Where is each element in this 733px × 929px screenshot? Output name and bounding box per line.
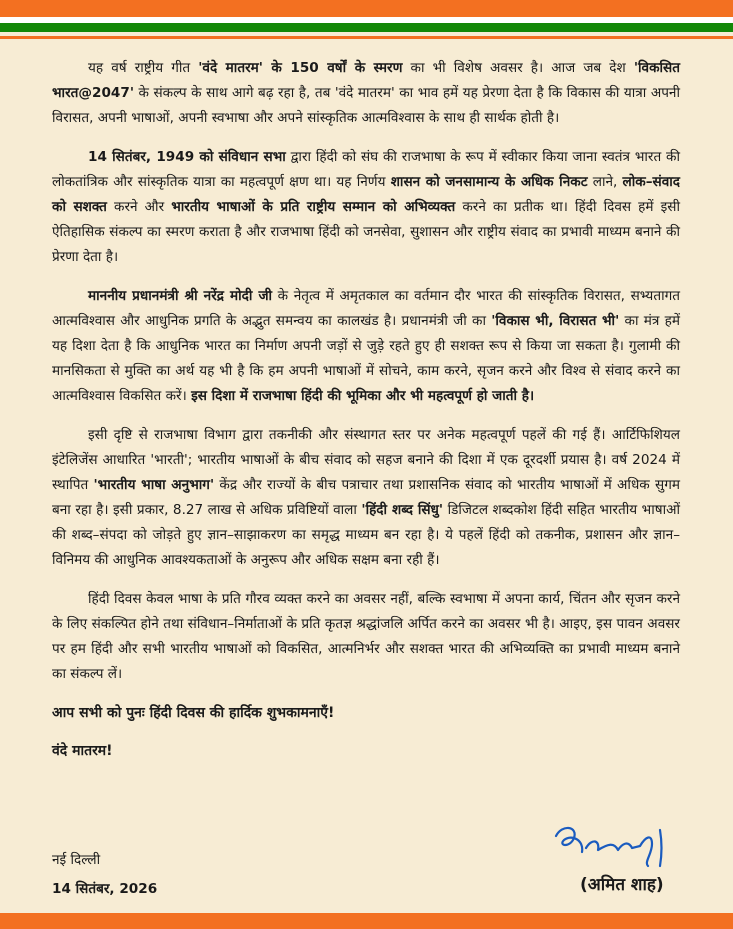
paragraph-2	[52, 145, 680, 270]
paragraph-4	[52, 423, 680, 573]
text-segment: डिजिटल शब्दकोश हिंदी सहित भारतीय भाषाओं की शब्द–संपदा को जोड़ते हुए ज्ञान–साझाकरण का समृद्ध माध्यम बन रहा है। ये पहलें हिंदी को तकनीक, प्रशासन और ज्ञान–विनिमय की आधुनिक आवश्यकताओं के अनुरूप और अधिक सक्षम बना रही हैं।	[52, 502, 680, 568]
bold-text-segment: 'विकास भी, विरासत भी'	[491, 313, 620, 329]
bold-text-segment: भारतीय भाषाओं के प्रति राष्ट्रीय सम्मान को अभिव्यक्त	[171, 199, 456, 215]
paragraph-5	[52, 587, 680, 687]
paragraph-3	[52, 284, 680, 409]
saffron-thin-stripe	[0, 36, 733, 39]
bold-text-segment: शासन को जनसामान्य के अधिक निकट	[390, 174, 588, 190]
bold-text-segment: 'विकसित भारत@2047'	[52, 60, 680, 101]
text-segment: इसी दृष्टि से राजभाषा विभाग द्वारा तकनीकी और संस्थागत स्तर पर अनेक महत्वपूर्ण पहलें की गई हैं। आर्टिफिशियल इंटेलिजेंस आधारित 'भारती'; भारतीय भाषाओं के बीच संवाद को सहज बनाने की दिशा में एक दूरदर्शी प्रयास है। वर्ष 2024 में स्थापित	[52, 427, 680, 493]
text-segment: द्वारा हिंदी को संघ की राजभाषा के रूप में स्वीकार किया जाना स्वतंत्र भारत की लोकतांत्रिक और सांस्कृतिक यात्रा का महत्वपूर्ण क्षण था। यह निर्णय	[52, 149, 681, 190]
bold-text-segment: 'वंदे मातरम' के 150 वर्षों के स्मरण	[198, 60, 403, 76]
bold-text-segment: लोक–संवाद को सशक्त	[52, 174, 680, 215]
letter-body	[52, 56, 680, 777]
tricolor-header-band	[0, 0, 733, 46]
text-segment: के संकल्प के साथ आगे बढ़ रहा है, तब 'वंदे मातरम' का भाव हमें यह प्रेरणा देता है कि विकास की यात्रा अपनी विरासत, अपनी भाषाओं, अपनी स्वभाषा और अपने सांस्कृतिक आत्मविश्वास के साथ ही सार्थक होती है।	[52, 85, 680, 126]
text-segment: हिंदी दिवस केवल भाषा के प्रति गौरव व्यक्त करने का अवसर नहीं, बल्कि स्वभाषा में अपना कार्य, चिंतन और सृजन करने के लिए संकल्पित होने तथा संविधान–निर्माताओं के प्रति कृतज्ञ श्रद्धांजलि अर्पित करने का अवसर भी है। आइए, इस पावन अवसर पर हम हिंदी और सभी भारतीय भाषाओं को विकसित, आत्मनिर्भर और सशक्त भारत की अभिव्यक्ति का प्रभावी माध्यम बनाने का संकल्प लें।	[52, 591, 680, 682]
signer-name: (अमित शाह)	[580, 875, 664, 895]
bold-text-segment: 'भारतीय भाषा अनुभाग'	[93, 477, 215, 493]
saffron-stripe	[0, 0, 733, 17]
text-segment: करने और	[106, 199, 172, 215]
bold-text-segment: इस दिशा में राजभाषा हिंदी की भूमिका और भी महत्वपूर्ण हो जाती है।	[191, 388, 535, 404]
text-segment: करने का प्रतीक था। हिंदी दिवस हमें इसी ऐतिहासिक संकल्प का स्मरण कराता है और राजभाषा हिंदी को जनसेवा, सुशासन और राष्ट्रीय संवाद का प्रभावी माध्यम बनाने की प्रेरणा देता है।	[52, 199, 680, 265]
handwritten-signature	[548, 818, 698, 878]
saffron-footer-band	[0, 913, 733, 929]
bold-text-segment: 'हिंदी शब्द सिंधु'	[361, 502, 444, 518]
date-label: 14 सितंबर, 2026	[52, 881, 158, 897]
greeting-line: आप सभी को पुनः हिंदी दिवस की हार्दिक शुभकामनाएँ!	[52, 705, 335, 721]
text-segment: लाने,	[587, 174, 623, 190]
salutation-line: वंदे मातरम!	[52, 743, 113, 759]
text-segment: का मंत्र हमें यह दिशा देता है कि आधुनिक भारत का निर्माण अपनी जड़ों से जुड़े रहते हुए ही सशक्त रूप से किया जा सकता है। गुलामी की मानसिकता से मुक्ति का अर्थ यह भी है कि हम अपनी भाषाओं में सोचने, काम करने, सृजन करने और विश्व से संवाद करने का आत्मविश्वास विकसित करें।	[52, 313, 680, 404]
bold-text-segment: माननीय प्रधानमंत्री श्री नरेंद्र मोदी जी	[88, 288, 273, 304]
green-stripe	[0, 23, 733, 32]
text-segment: केंद्र और राज्यों के बीच पत्राचार तथा प्रशासनिक संवाद को भारतीय भाषाओं में अधिक सुगम बना रहा है। इसी प्रकार, 8.27 लाख से अधिक प्रविष्टियों वाला	[52, 477, 680, 518]
text-segment: यह वर्ष राष्ट्रीय गीत	[88, 60, 199, 76]
text-segment: के नेतृत्व में अमृतकाल का वर्तमान दौर भारत की सांस्कृतिक विरासत, सभ्यतागत आत्मविश्वास और आधुनिक प्रगति के अद्भुत समन्वय का कालखंड है। प्रधानमंत्री जी का	[52, 288, 680, 329]
bold-text-segment: 14 सितंबर, 1949 को संविधान सभा	[88, 149, 286, 165]
place-label: नई दिल्ली	[52, 852, 101, 868]
paragraph-1	[52, 56, 680, 131]
text-segment: का भी विशेष अवसर है। आज जब देश	[402, 60, 634, 76]
